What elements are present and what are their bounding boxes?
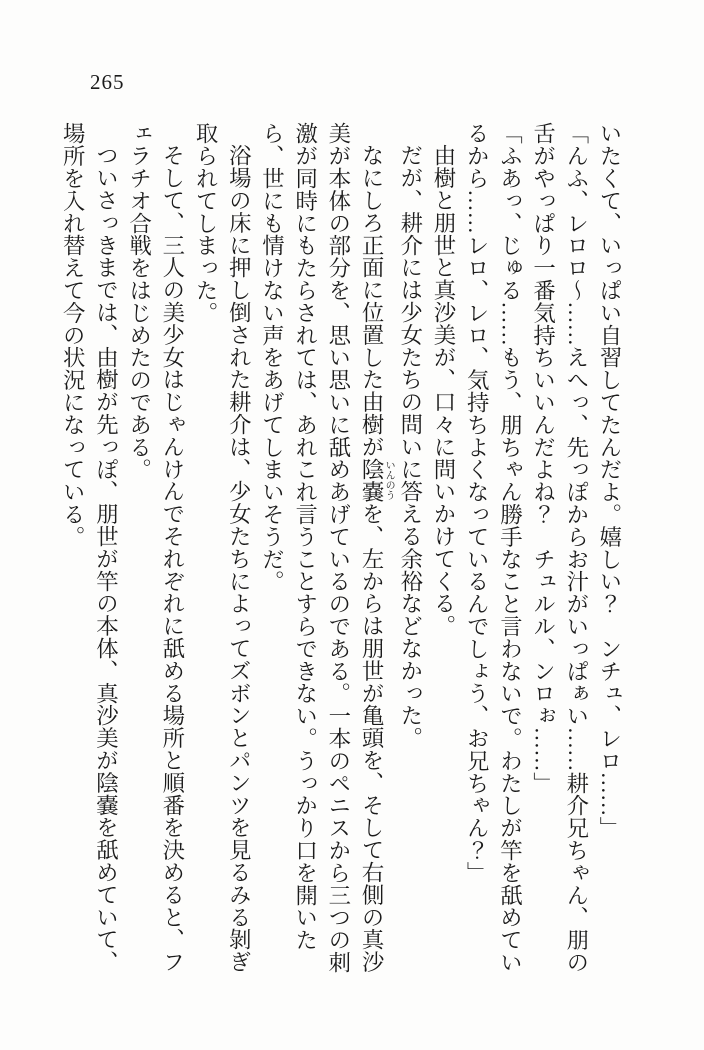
paragraph-narration-with-ruby [255, 122, 393, 984]
paragraph-dialogue: 「ふあっ、じゅる……もう、朋ちゃん勝手なこと言わないで。わたしが竿を舐めているから……レロ、レロ、気持ちよくなっているんでしょう、お兄ちゃん？」 [464, 122, 523, 974]
paragraph-dialogue-continuation: いたくて、いっぱい自習してたんだよ。嬉しい？ ンチュ、レロ……」 [597, 122, 622, 839]
paragraph-narration: だが、耕介には少女たちの問いに答える余裕などなかった。 [397, 144, 423, 750]
paragraph-narration: そして、三人の美少女はじゃんけんでそれぞれに舐める場所と順番を決めると、フェラチオ合戦をはじめたのである。 [126, 122, 185, 974]
paragraph-dialogue: 「んふ、レロロ～……えへっ、先っぽからお汁がいっぱぁい……耕介兄ちゃん、朋の舌がやっぱり一番気持ちいいんだよね？ チュルル、ンロぉ……」 [530, 122, 589, 974]
page-number: 265 [90, 70, 125, 94]
ruby-furigana: いんのう [383, 458, 395, 503]
paragraph-segment: なにしろ正面に位置した由樹が [359, 144, 385, 458]
ruby-base: 陰嚢 [359, 458, 385, 503]
body-text [60, 122, 626, 984]
paragraph-narration: 浴場の床に押し倒された耕介は、少女たちによってズボンとパンツを見るみる剝ぎ取られてしまった。 [193, 122, 252, 974]
paragraph-narration: 由樹と朋世と真沙美が、口々に問いかけてくる。 [430, 144, 456, 638]
paragraph-segment: を、左からは朋世が亀頭を、そして右側の真沙美が本体の部分を、思い思いに舐めあげているのである。一本のペニスから三つの刺激が同時にもたらされては、あれこれ言うことすらできない。うっかり口を開いたら、世にも情けない声をあげてしまいそうだ。 [259, 122, 385, 974]
paragraph-narration: ついさっきまでは、由樹が先っぽ、朋世が竿の本体、真沙美が陰嚢を舐めていて、場所を入れ替えて今の状況になっている。 [60, 122, 119, 974]
ruby-annotation [359, 458, 395, 503]
